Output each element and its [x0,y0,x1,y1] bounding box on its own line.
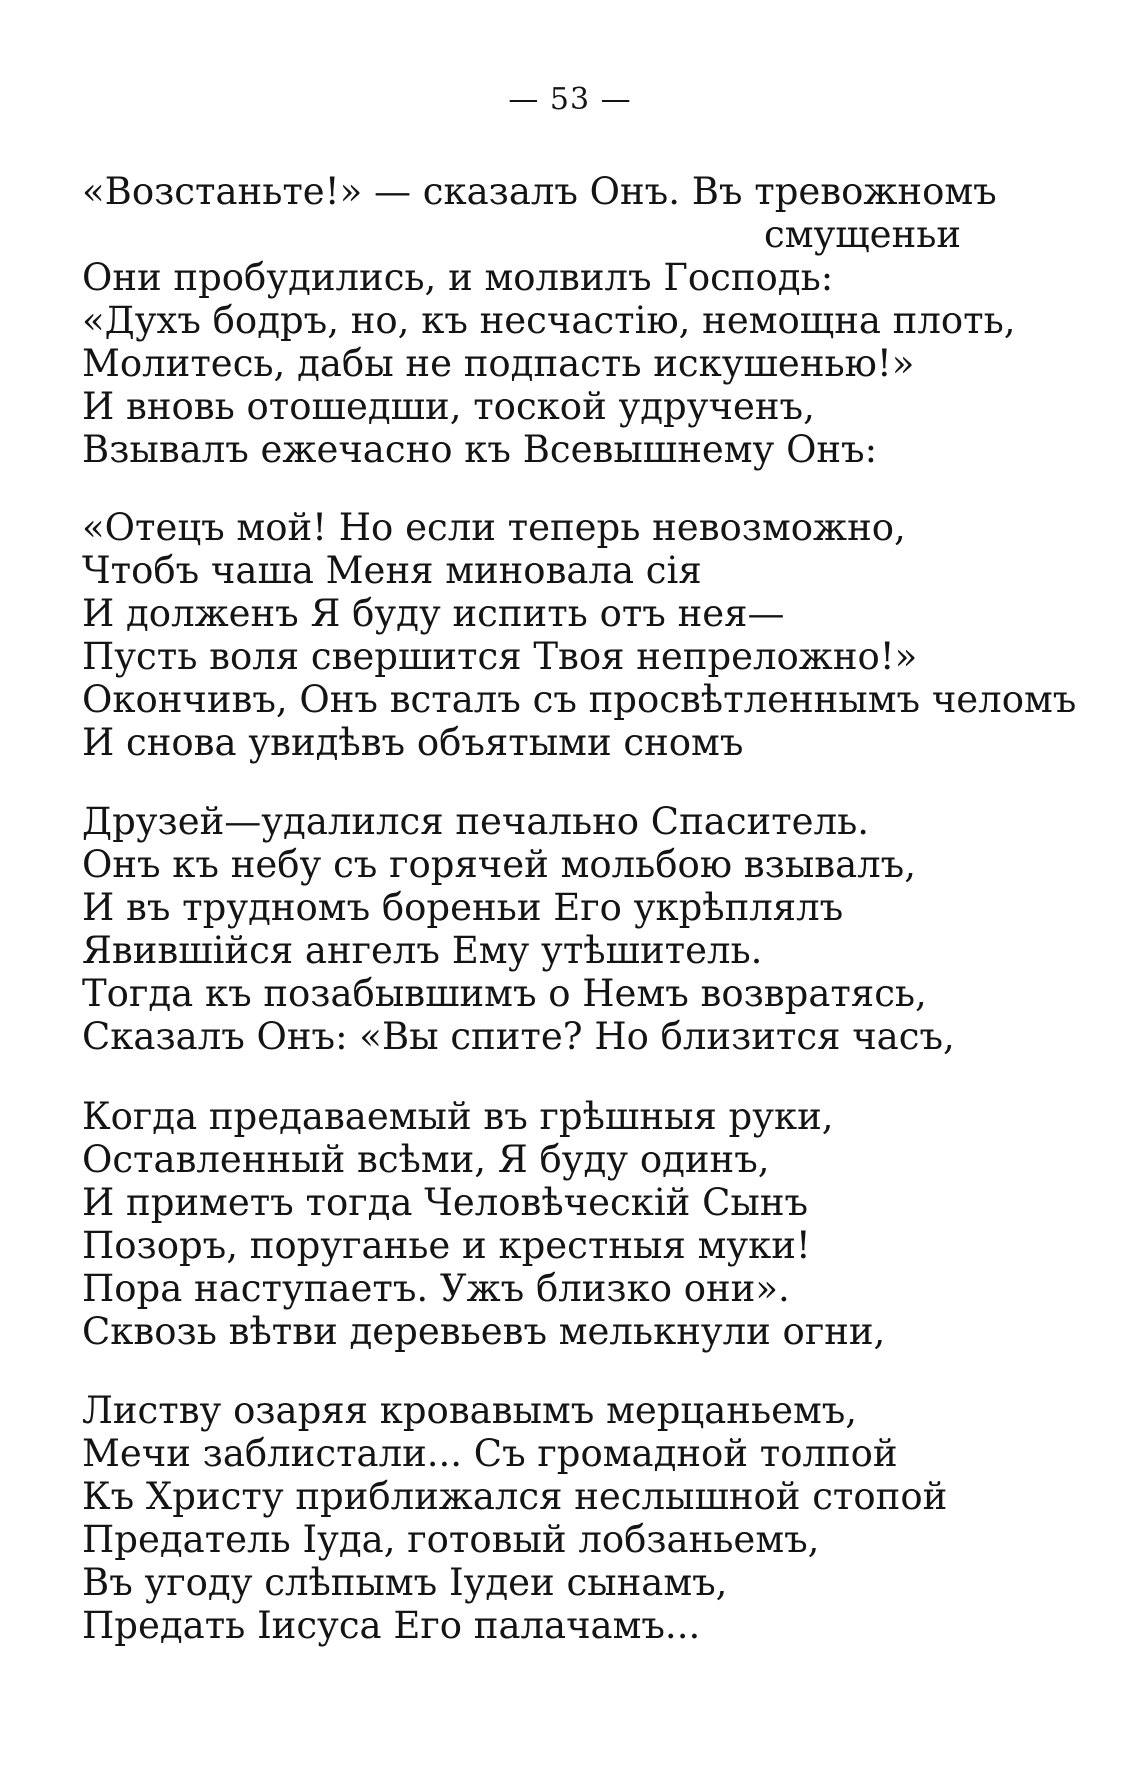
poem-line: Когда предаваемый въ грѣшныя руки, [82,1095,834,1138]
page-number: — 53 — [508,82,632,117]
poem-line: Мечи заблистали... Съ громадной толпой [82,1432,898,1475]
poem-line: Оставленный всѣми, Я буду одинъ, [82,1138,770,1181]
poem-line: «Духъ бодръ, но, къ несчастію, немощна плоть, [82,299,1016,342]
poem-line: Тогда къ позабывшимъ о Немъ возвратясь, [82,972,927,1015]
poem-line: Друзей—удалился печально Спаситель. [82,800,869,843]
poem-line: Молитесь, дабы не подпасть искушенью!» [82,342,915,385]
poem-line: Предатель Іуда, готовый лобзаньемъ, [82,1518,820,1561]
poem-line: Окончивъ, Онъ всталъ съ просвѣтленнымъ челомъ [82,678,1077,721]
poem-line: Въ угоду слѣпымъ Іудеи сынамъ, [82,1561,728,1604]
poem-line: И вновь отошедши, тоской удрученъ, [82,385,815,428]
stanza-3 [82,800,1042,1058]
stanza-2 [82,506,1077,764]
stanza-1 [82,170,1042,471]
poem-line: И долженъ Я буду испить отъ нея— [82,592,785,635]
poem-line: Пусть воля свершится Твоя непреложно!» [82,635,918,678]
poem-line: «Отецъ мой! Но если теперь невозможно, [82,506,906,549]
poem-line: И приметъ тогда Человѣческій Сынъ [82,1181,809,1224]
poem-line: Къ Христу приближался неслышной стопой [82,1475,948,1518]
stanza-5 [82,1389,1042,1647]
poem-line: «Возстаньте!» — сказалъ Онъ. Въ тревожномъ [82,170,997,213]
poem-line: Они пробудились, и молвилъ Господь: [82,256,834,299]
poem-line: И въ трудномъ бореньи Его укрѣплялъ [82,886,844,929]
poem-line: Листву озаряя кровавымъ мерцаньемъ, [82,1389,858,1432]
poem-line: Взывалъ ежечасно къ Всевышнему Онъ: [82,428,878,471]
poem-line: Позоръ, поруганье и крестныя муки! [82,1224,811,1267]
stanza-4 [82,1095,1042,1353]
poem-line: Предать Іисуса Его палачамъ... [82,1604,701,1647]
poem-line: Пора наступаетъ. Ужъ близко они». [82,1267,790,1310]
poem-line: Чтобъ чаша Меня миновала сія [82,549,702,592]
poem-line: Онъ къ небу съ горячей мольбою взывалъ, [82,843,916,886]
poem-line: И снова увидѣвъ объятыми сномъ [82,721,744,764]
poem-line-continuation: смущеньи [764,213,962,256]
poem-line: Сказалъ Онъ: «Вы спите? Но близится часъ, [82,1015,955,1058]
poem-line: Сквозь вѣтви деревьевъ мелькнули огни, [82,1310,886,1353]
poem [82,170,1077,1691]
poem-line: Явившійся ангелъ Ему утѣшитель. [82,929,763,972]
